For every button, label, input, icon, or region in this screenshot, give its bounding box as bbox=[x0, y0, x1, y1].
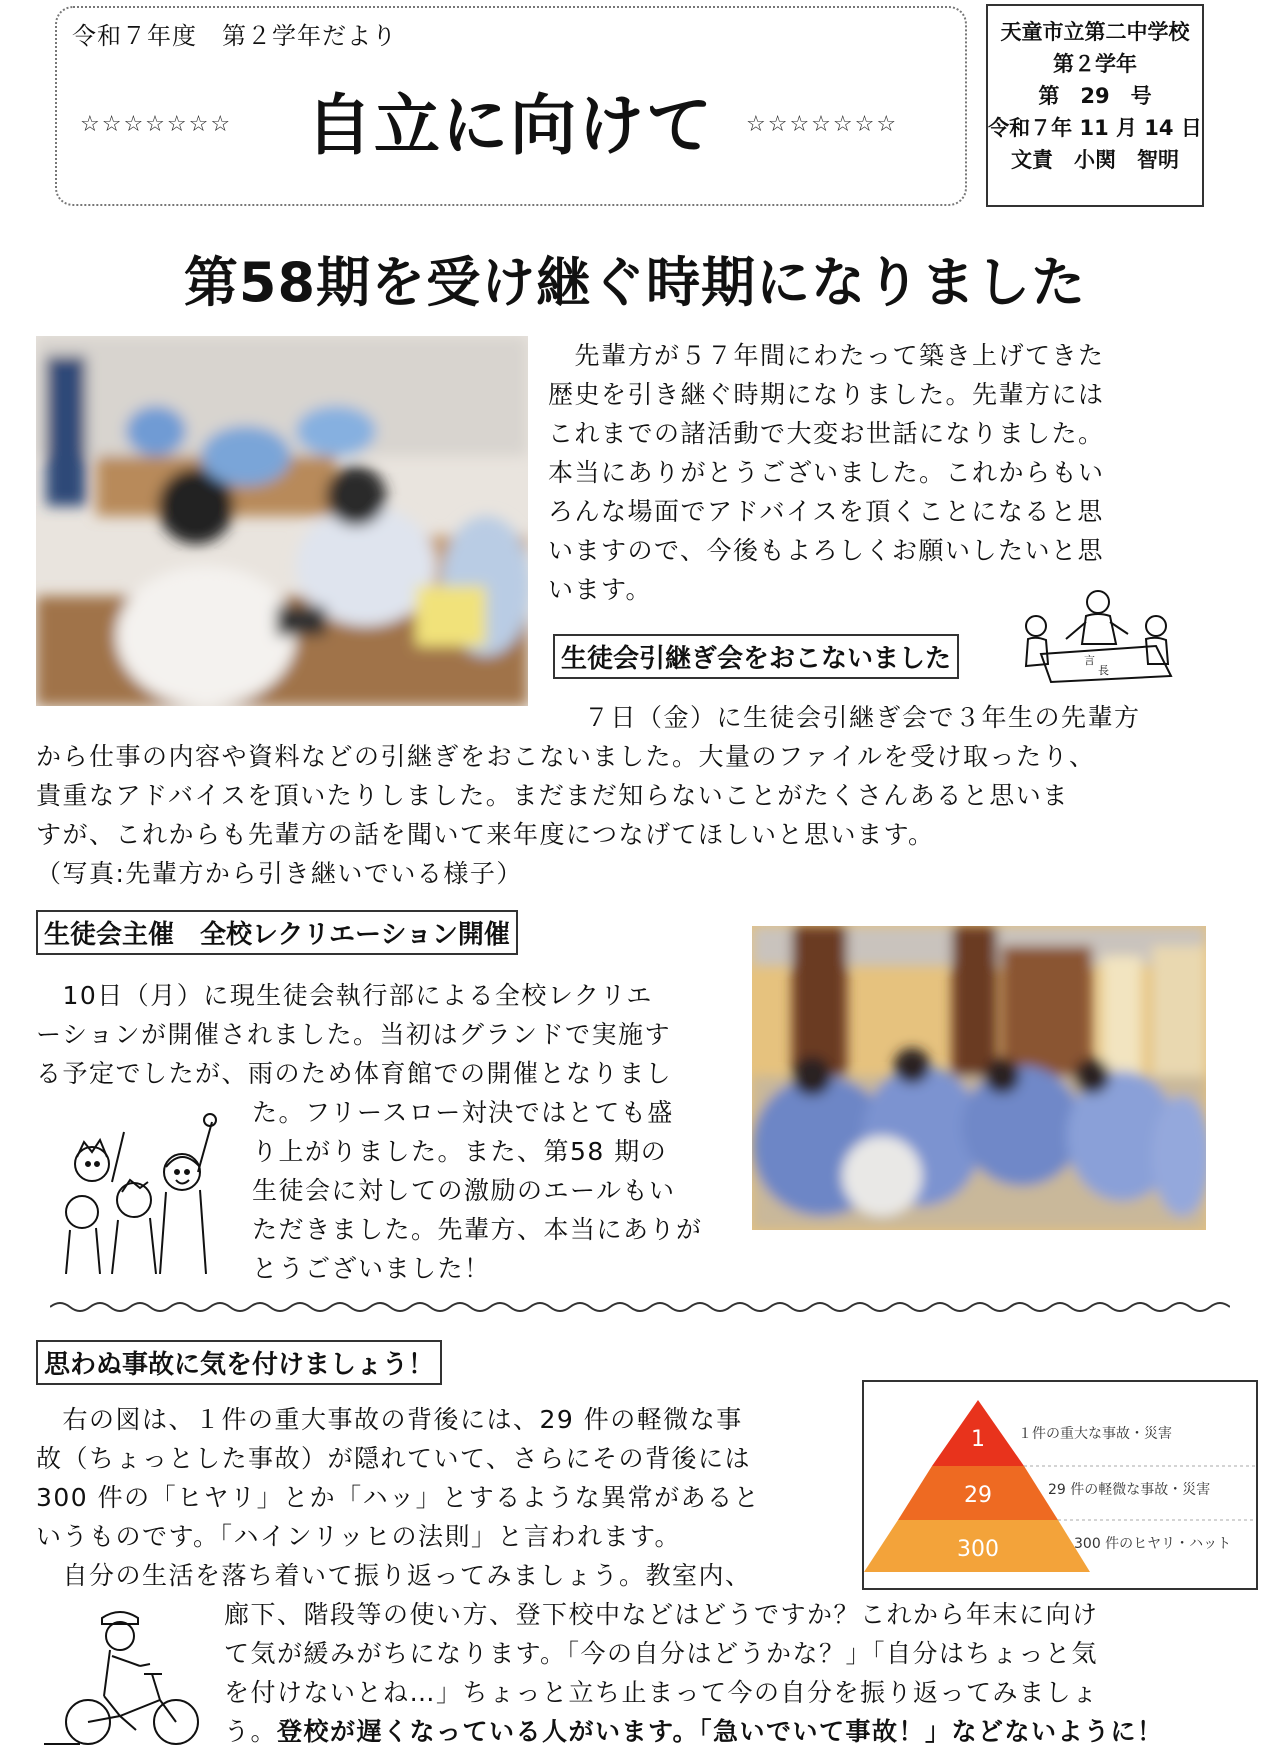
section3-heading: 生徒会主催 全校レクリエーション開催 bbox=[36, 910, 518, 955]
section3-body bbox=[36, 976, 741, 1093]
section1-body bbox=[548, 336, 1248, 609]
text-line: います。 bbox=[548, 575, 653, 604]
tier-3-value: 300 bbox=[957, 1537, 999, 1562]
decorative-divider bbox=[50, 1298, 1230, 1312]
tier-2-label: 29 件の軽微な事故・災害 bbox=[1048, 1482, 1211, 1498]
text-line bbox=[224, 1712, 1244, 1751]
text-line: ただきました。先輩方、本当にありが bbox=[252, 1215, 703, 1244]
meeting-photo bbox=[36, 336, 528, 706]
cyclist-illustration bbox=[40, 1604, 210, 1750]
stars-right: ☆☆☆☆☆☆☆ bbox=[746, 112, 899, 137]
text-line: これまでの諸活動で大変お世話になりました。 bbox=[548, 419, 1105, 448]
text-line: 本当にありがとうございました。これからもい bbox=[548, 458, 1105, 487]
section2-body bbox=[36, 698, 1236, 893]
text-line: る予定でしたが、雨のため体育館での開催となりまし bbox=[36, 1059, 673, 1088]
text-line: を付けないとね…」ちょっと立ち止まって今の自分を振り返ってみましょ bbox=[224, 1678, 1099, 1707]
text-line: から仕事の内容や資料などの引継ぎをおこないました。大量のファイルを受け取ったり、 bbox=[36, 742, 1096, 771]
main-headline: 第58期を受け継ぐ時期になりました bbox=[183, 251, 1087, 314]
school-info-box bbox=[986, 4, 1204, 207]
svg-text:言: 言 bbox=[1084, 654, 1095, 667]
cheering-students-illustration bbox=[52, 1112, 222, 1274]
tier-2-value: 29 bbox=[964, 1483, 992, 1508]
text-line: いますので、今後もよろしくお願いしたいと思 bbox=[548, 536, 1105, 565]
editor: 文責 小関 智明 bbox=[1011, 148, 1179, 172]
gym-recreation-photo bbox=[752, 926, 1206, 1230]
text-fragment: う。 bbox=[224, 1717, 278, 1746]
svg-text:長: 長 bbox=[1098, 664, 1109, 677]
stars-left: ☆☆☆☆☆☆☆ bbox=[80, 112, 233, 137]
text-line: 廊下、階段等の使い方、登下校中などはどうですか？これから年末に向け bbox=[224, 1600, 1099, 1629]
text-line: すが、これからも先輩方の話を聞いて来年度につなげてほしいと思います。 bbox=[36, 820, 935, 849]
text-line: た。フリースロー対決ではとても盛 bbox=[252, 1098, 674, 1127]
school-name: 天童市立第二中学校 bbox=[1000, 20, 1190, 44]
text-line: 自分の生活を落ち着いて振り返ってみましょう。教室内、 bbox=[36, 1561, 752, 1590]
text-line: て気が緩みがちになります。「今の自分はどうかな？」「自分はちょっと気 bbox=[224, 1639, 1099, 1668]
text-line: ろんな場面でアドバイスを頂くことになると思 bbox=[548, 497, 1104, 526]
text-line: 右の図は、１件の重大事故の背後には、29 件の軽微な事 bbox=[36, 1405, 743, 1434]
text-line: り上がりました。また、第58 期の bbox=[252, 1137, 668, 1166]
text-line: いうものです。「ハインリッヒの法則」と言われます。 bbox=[36, 1522, 682, 1551]
section3-body-indented bbox=[252, 1093, 752, 1288]
section2-heading: 生徒会引継ぎ会をおこないました bbox=[553, 634, 959, 679]
warning-text: 登校が遅くなっている人がいます。「急いでいて事故！」などないように！ bbox=[277, 1717, 1164, 1746]
issue-date: 令和７年 11 月 14 日 bbox=[988, 116, 1202, 140]
grade: 第２学年 bbox=[1053, 52, 1137, 76]
section4-body-indented bbox=[224, 1595, 1244, 1751]
newsletter-title: 自立に向けて bbox=[306, 87, 714, 164]
issue-number: 第 29 号 bbox=[1038, 84, 1152, 108]
text-line: 貴重なアドバイスを頂いたりしました。まだまだ知らないことがたくさんあると思いま bbox=[36, 781, 1069, 810]
meeting-illustration bbox=[1006, 584, 1186, 684]
text-line: ７日（金）に生徒会引継ぎ会で３年生の先輩方 bbox=[584, 703, 1141, 732]
tier-3-label: 300 件のヒヤリ・ハット bbox=[1074, 1536, 1232, 1552]
text-line: 生徒会に対しての激励のエールもい bbox=[252, 1176, 676, 1205]
tier-1-value: 1 bbox=[971, 1427, 985, 1452]
heinrich-law-diagram bbox=[862, 1380, 1258, 1590]
text-line: 歴史を引き継ぐ時期になりました。先輩方には bbox=[548, 380, 1105, 409]
section4-body bbox=[36, 1400, 846, 1595]
text-line: 故（ちょっとした事故）が隠れていて、さらにその背後には bbox=[36, 1444, 752, 1473]
tier-1-label: １件の重大な事故・災害 bbox=[1018, 1426, 1172, 1442]
text-line: 10日（月）に現生徒会執行部による全校レクリエ bbox=[36, 981, 653, 1010]
photo-caption: （写真:先輩方から引き継いでいる様子） bbox=[36, 859, 523, 888]
text-line: 300 件の「ヒヤリ」とか「ハッ」とするような異常があると bbox=[36, 1483, 761, 1512]
text-line: とうございました！ bbox=[252, 1254, 491, 1283]
section4-heading: 思わぬ事故に気を付けましょう！ bbox=[36, 1340, 442, 1385]
text-line: 先輩方が５７年間にわたって築き上げてきた bbox=[548, 341, 1105, 370]
newsletter-subtitle: 令和７年度 第２学年だより bbox=[72, 22, 397, 50]
text-line: ーションが開催されました。当初はグランドで実施す bbox=[36, 1020, 672, 1049]
